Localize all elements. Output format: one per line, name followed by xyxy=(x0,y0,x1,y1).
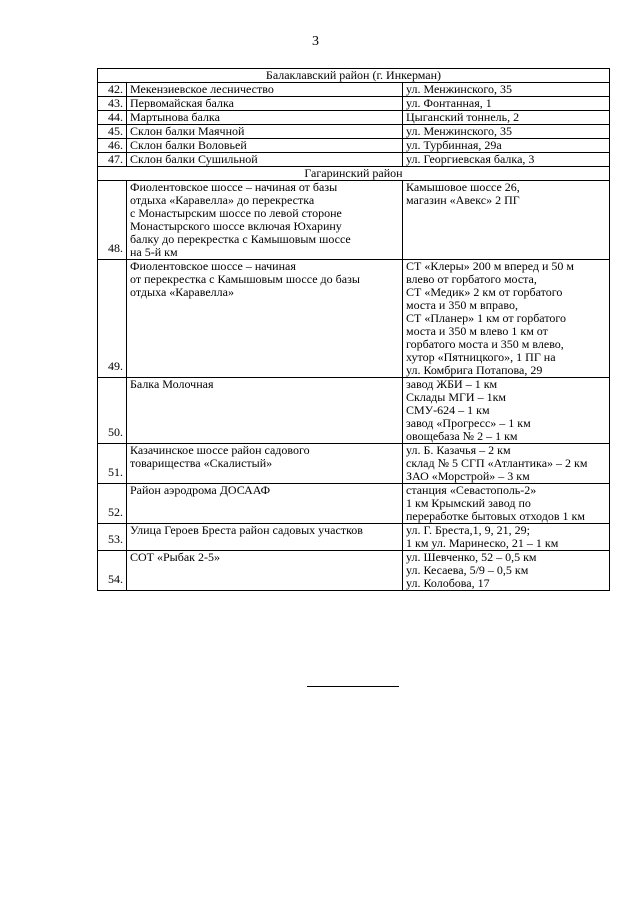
location-address-line: ул. Турбинная, 29а xyxy=(406,138,502,152)
row-number: 52. xyxy=(98,484,127,524)
location-name-line: Склон балки Сушильной xyxy=(130,152,258,166)
location-address-line: ул. Фонтанная, 1 xyxy=(406,96,492,110)
location-address-line: ул. Менжинского, 35 xyxy=(406,82,513,96)
location-name-line: товарищества «Скалистый» xyxy=(130,456,273,470)
row-number: 51. xyxy=(98,444,127,484)
location-address xyxy=(403,260,610,378)
location-address-line: хутор «Пятницкого», 1 ПГ на xyxy=(406,350,556,364)
location-address xyxy=(403,551,610,591)
location-name xyxy=(127,484,403,524)
section-title: Гагаринский район xyxy=(98,167,610,181)
row-number: 45. xyxy=(98,125,127,139)
location-name-line: Мекензиевское лесничество xyxy=(130,82,274,96)
location-name xyxy=(127,83,403,97)
location-address-line: Камышовое шоссе 26, xyxy=(406,180,520,194)
location-name xyxy=(127,378,403,444)
row-number: 47. xyxy=(98,153,127,167)
location-name-line: Балка Молочная xyxy=(130,377,214,391)
location-name xyxy=(127,444,403,484)
location-name-line: Склон балки Воловьей xyxy=(130,138,247,152)
table-row xyxy=(98,139,610,153)
location-name xyxy=(127,111,403,125)
location-address-line: ул. Шевченко, 52 – 0,5 км xyxy=(406,550,537,564)
location-address-line: ул. Г. Бреста,1, 9, 21, 29; xyxy=(406,523,530,537)
location-name-line: Мартынова балка xyxy=(130,110,220,124)
location-address xyxy=(403,139,610,153)
table-row xyxy=(98,444,610,484)
location-address-line: влево от горбатого моста, xyxy=(406,272,537,286)
location-name-line: с Монастырским шоссе по левой стороне xyxy=(130,206,342,220)
section-header-row xyxy=(98,167,610,181)
row-number: 42. xyxy=(98,83,127,97)
location-address-line: завод ЖБИ – 1 км xyxy=(406,377,498,391)
location-address-line: склад № 5 СГП «Атлантика» – 2 км xyxy=(406,456,588,470)
location-address-line: ЗАО «Морстрой» – 3 км xyxy=(406,469,530,483)
table-row xyxy=(98,551,610,591)
location-name-line: отдыха «Каравелла» до перекрестка xyxy=(130,193,315,207)
table-row xyxy=(98,97,610,111)
row-number: 50. xyxy=(98,378,127,444)
location-name xyxy=(127,125,403,139)
row-number: 46. xyxy=(98,139,127,153)
location-address xyxy=(403,444,610,484)
location-address-line: станция «Севастополь-2» xyxy=(406,483,537,497)
location-name xyxy=(127,260,403,378)
location-name-line: балку до перекрестка с Камышовым шоссе xyxy=(130,232,351,246)
table-row xyxy=(98,484,610,524)
location-name-line: Район аэродрома ДОСААФ xyxy=(130,483,271,497)
location-address-line: Цыганский тоннель, 2 xyxy=(406,110,520,124)
row-number: 44. xyxy=(98,111,127,125)
row-number: 54. xyxy=(98,551,127,591)
location-address-line: СТ «Медик» 2 км от горбатого xyxy=(406,285,563,299)
location-address xyxy=(403,97,610,111)
row-number: 53. xyxy=(98,524,127,551)
location-address xyxy=(403,83,610,97)
table-row xyxy=(98,111,610,125)
location-address-line: овощебаза № 2 – 1 км xyxy=(406,429,518,443)
table-row xyxy=(98,125,610,139)
row-number: 43. xyxy=(98,97,127,111)
location-name-line: отдыха «Каравелла» xyxy=(130,285,234,299)
location-address-line: 1 км ул. Маринеско, 21 – 1 км xyxy=(406,536,559,550)
row-number: 48. xyxy=(98,181,127,260)
location-address xyxy=(403,181,610,260)
location-name-line: СОТ «Рыбак 2-5» xyxy=(130,550,220,564)
table-row xyxy=(98,524,610,551)
location-address-line: ул. Комбрига Потапова, 29 xyxy=(406,363,543,377)
location-address-line: моста и 350 м влево 1 км от xyxy=(406,324,548,338)
location-address-line: ул. Менжинского, 35 xyxy=(406,124,513,138)
location-address xyxy=(403,484,610,524)
location-name-line: на 5-й км xyxy=(130,245,178,259)
location-name-line: Казачинское шоссе район садового xyxy=(130,443,310,457)
location-name-line: Улица Героев Бреста район садовых участков xyxy=(130,523,363,537)
location-name xyxy=(127,551,403,591)
section-title: Балаклавский район (г. Инкерман) xyxy=(98,69,610,83)
location-address xyxy=(403,111,610,125)
location-address-line: Склады МГИ – 1км xyxy=(406,390,507,404)
end-rule xyxy=(307,686,399,687)
table-row xyxy=(98,181,610,260)
location-name-line: Фиолентовское шоссе – начиная xyxy=(130,259,296,273)
location-name xyxy=(127,139,403,153)
locations-table xyxy=(97,68,610,591)
table-row xyxy=(98,378,610,444)
table-row xyxy=(98,153,610,167)
locations-table-body xyxy=(98,69,610,591)
location-name xyxy=(127,524,403,551)
location-address-line: СТ «Планер» 1 км от горбатого xyxy=(406,311,567,325)
row-number: 49. xyxy=(98,260,127,378)
location-address-line: 1 км Крымский завод по xyxy=(406,496,531,510)
location-address xyxy=(403,378,610,444)
location-address-line: горбатого моста и 350 м влево, xyxy=(406,337,564,351)
table-row xyxy=(98,260,610,378)
location-address xyxy=(403,153,610,167)
location-address-line: ул. Колобова, 17 xyxy=(406,576,490,590)
location-name-line: от перекрестка с Камышовым шоссе до базы xyxy=(130,272,360,286)
table-row xyxy=(98,83,610,97)
location-name-line: Монастырского шоссе включая Юхарину xyxy=(130,219,342,233)
location-name-line: Склон балки Маячной xyxy=(130,124,245,138)
location-address xyxy=(403,125,610,139)
location-address-line: СМУ-624 – 1 км xyxy=(406,403,490,417)
location-address-line: завод «Прогресс» – 1 км xyxy=(406,416,531,430)
location-address-line: моста и 350 м вправо, xyxy=(406,298,518,312)
location-address xyxy=(403,524,610,551)
location-name xyxy=(127,181,403,260)
location-name xyxy=(127,97,403,111)
location-address-line: переработке бытовых отходов 1 км xyxy=(406,509,585,523)
location-address-line: ул. Георгиевская балка, 3 xyxy=(406,152,535,166)
page-number: 3 xyxy=(312,34,319,49)
location-address-line: магазин «Авекс» 2 ПГ xyxy=(406,193,520,207)
location-name xyxy=(127,153,403,167)
section-header-row xyxy=(98,69,610,83)
location-address-line: ул. Б. Казачья – 2 км xyxy=(406,443,511,457)
location-name-line: Первомайская балка xyxy=(130,96,234,110)
location-address-line: ул. Кесаева, 5/9 – 0,5 км xyxy=(406,563,529,577)
location-name-line: Фиолентовское шоссе – начиная от базы xyxy=(130,180,338,194)
location-address-line: СТ «Клеры» 200 м вперед и 50 м xyxy=(406,259,575,273)
